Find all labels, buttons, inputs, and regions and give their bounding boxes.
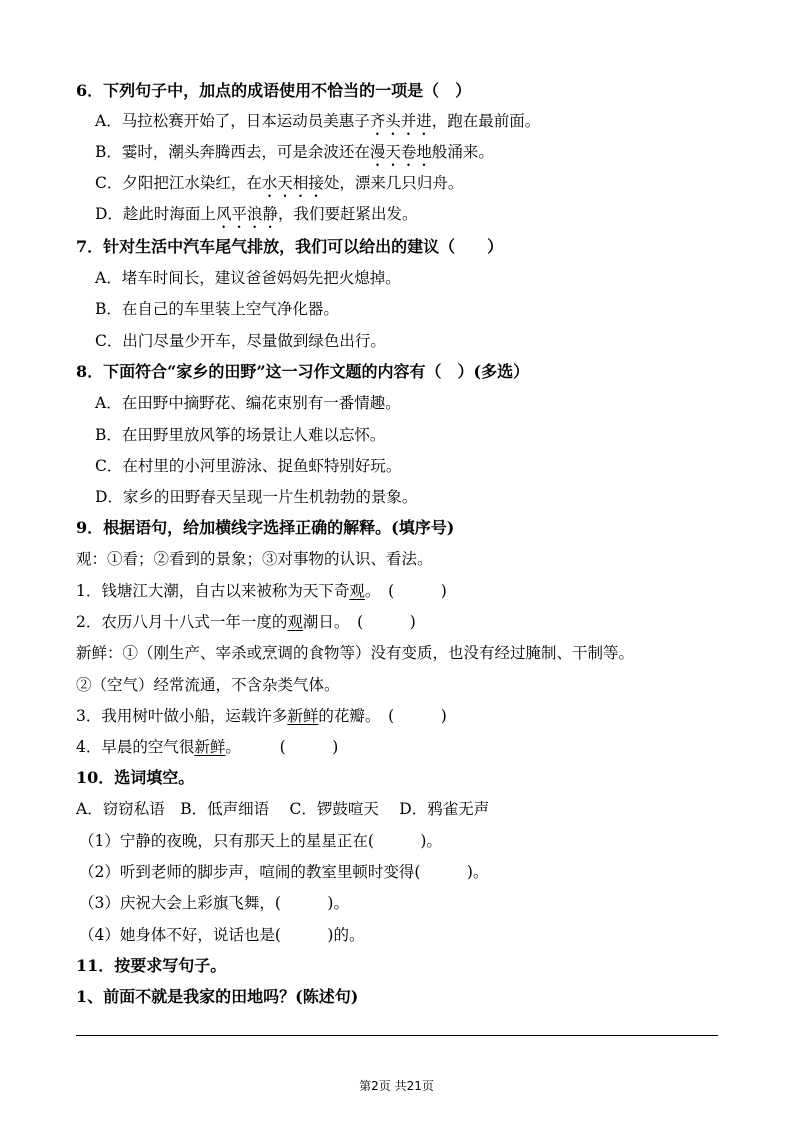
option-text: 般涌来。 — [431, 143, 494, 161]
sentence-text: 。 ( ) — [364, 582, 447, 600]
question-6-option-d — [95, 204, 417, 232]
option-text: C．夕阳把江水染红，在 — [95, 174, 262, 192]
question-7-option-a: A．堵车时间长，建议爸爸妈妈先把火熄掉。 — [95, 269, 401, 287]
option-text: ，跑在最前面。 — [431, 112, 541, 130]
dotted-idiom: 水天相接 — [261, 174, 324, 192]
dotted-idiom: 风平浪静 — [215, 205, 278, 223]
underlined-word: 新鲜 — [194, 738, 226, 756]
dotted-idiom: 漫天卷地 — [369, 143, 432, 161]
page-footer: 第2页 共21页 — [359, 1079, 434, 1093]
question-10-sentence-4: （4）她身体不好，说话也是( )的。 — [79, 926, 365, 944]
question-6-option-b — [95, 142, 494, 170]
sentence-text: 。 ( ) — [225, 738, 339, 756]
question-9-title: 9．根据语句，给加横线字选择正确的解释。(填序号) — [76, 518, 455, 537]
question-7-title: 7．针对生活中汽车尾气排放，我们可以给出的建议（ ） — [76, 237, 504, 256]
underlined-word: 新鲜 — [287, 707, 319, 725]
question-8-option-d: D．家乡的田野春天呈现一片生机勃勃的景象。 — [95, 488, 418, 506]
option-text: A．马拉松赛开始了，日本运动员美惠子 — [95, 112, 370, 130]
sentence-text: 3．我用树叶做小船，运载许多 — [76, 707, 288, 725]
question-8-option-b: B．在田野里放风筝的场景让人难以忘怀。 — [95, 426, 386, 444]
xinxian-definition-1: 新鲜：①（刚生产、宰杀或烹调的食物等）没有变质，也没有经过腌制、干制等。 — [76, 644, 635, 662]
question-9-sentence-1 — [76, 581, 447, 601]
question-10-options: A．窃窃私语 B．低声细语 C．锣鼓喧天 D．鸦雀无声 — [76, 800, 490, 818]
question-8-option-c: C．在村里的小河里游泳、捉鱼虾特别好玩。 — [95, 457, 402, 475]
option-text: ，我们要赶紧出发。 — [277, 205, 418, 223]
question-10-sentence-3: （3）庆祝大会上彩旗飞舞，( )。 — [79, 894, 349, 912]
question-8-option-a: A．在田野中摘野花、编花束别有一番情趣。 — [95, 394, 401, 412]
sentence-text: 1．钱塘江大潮，自古以来被称为天下奇 — [76, 582, 350, 600]
question-8-title: 8．下面符合“家乡的田野”这一习作文题的内容有（ ）(多选） — [76, 362, 530, 381]
question-7-option-c: C．出门尽量少开车，尽量做到绿色出行。 — [95, 332, 386, 350]
question-6-title: 6．下列句子中，加点的成语使用不恰当的一项是（ ） — [76, 81, 472, 100]
question-9-sentence-2 — [76, 612, 416, 632]
dotted-idiom: 齐头并进 — [369, 112, 432, 130]
question-10-sentence-1: （1）宁静的夜晚，只有那天上的星星正在( )。 — [79, 832, 442, 850]
underlined-word: 观 — [349, 582, 365, 600]
question-11-title: 11．按要求写句子。 — [76, 956, 227, 975]
question-6-option-c — [95, 173, 463, 201]
question-7-option-b: B．在自己的车里装上空气净化器。 — [95, 300, 339, 318]
underlined-word: 观 — [287, 613, 303, 631]
option-text: D．趁此时海面上 — [95, 205, 216, 223]
xinxian-definition-2: ②（空气）经常流通，不含杂类气体。 — [76, 676, 340, 694]
question-10-sentence-2: （2）听到老师的脚步声，喧闹的教室里顿时变得( )。 — [79, 863, 489, 881]
sentence-text: 2．农历八月十八式一年一度的 — [76, 613, 288, 631]
answer-line — [76, 1035, 718, 1036]
guan-definition: 观：①看；②看到的景象；③对事物的认识、看法。 — [76, 550, 433, 568]
option-text: 处，漂来几只归舟。 — [323, 174, 464, 192]
sentence-text: 4．早晨的空气很 — [76, 738, 195, 756]
sentence-text: 的花瓣。 ( ) — [318, 707, 447, 725]
question-9-sentence-3 — [76, 706, 447, 726]
question-6-option-a — [95, 111, 540, 139]
question-9-sentence-4 — [76, 737, 338, 757]
option-text: B．霎时，潮头奔腾西去，可是余波还在 — [95, 143, 370, 161]
sentence-text: 潮日。 ( ) — [302, 613, 416, 631]
question-10-title: 10．选词填空。 — [76, 768, 195, 787]
question-11-sentence-1: 1、前面不就是我家的田地吗？(陈述句) — [76, 987, 359, 1006]
